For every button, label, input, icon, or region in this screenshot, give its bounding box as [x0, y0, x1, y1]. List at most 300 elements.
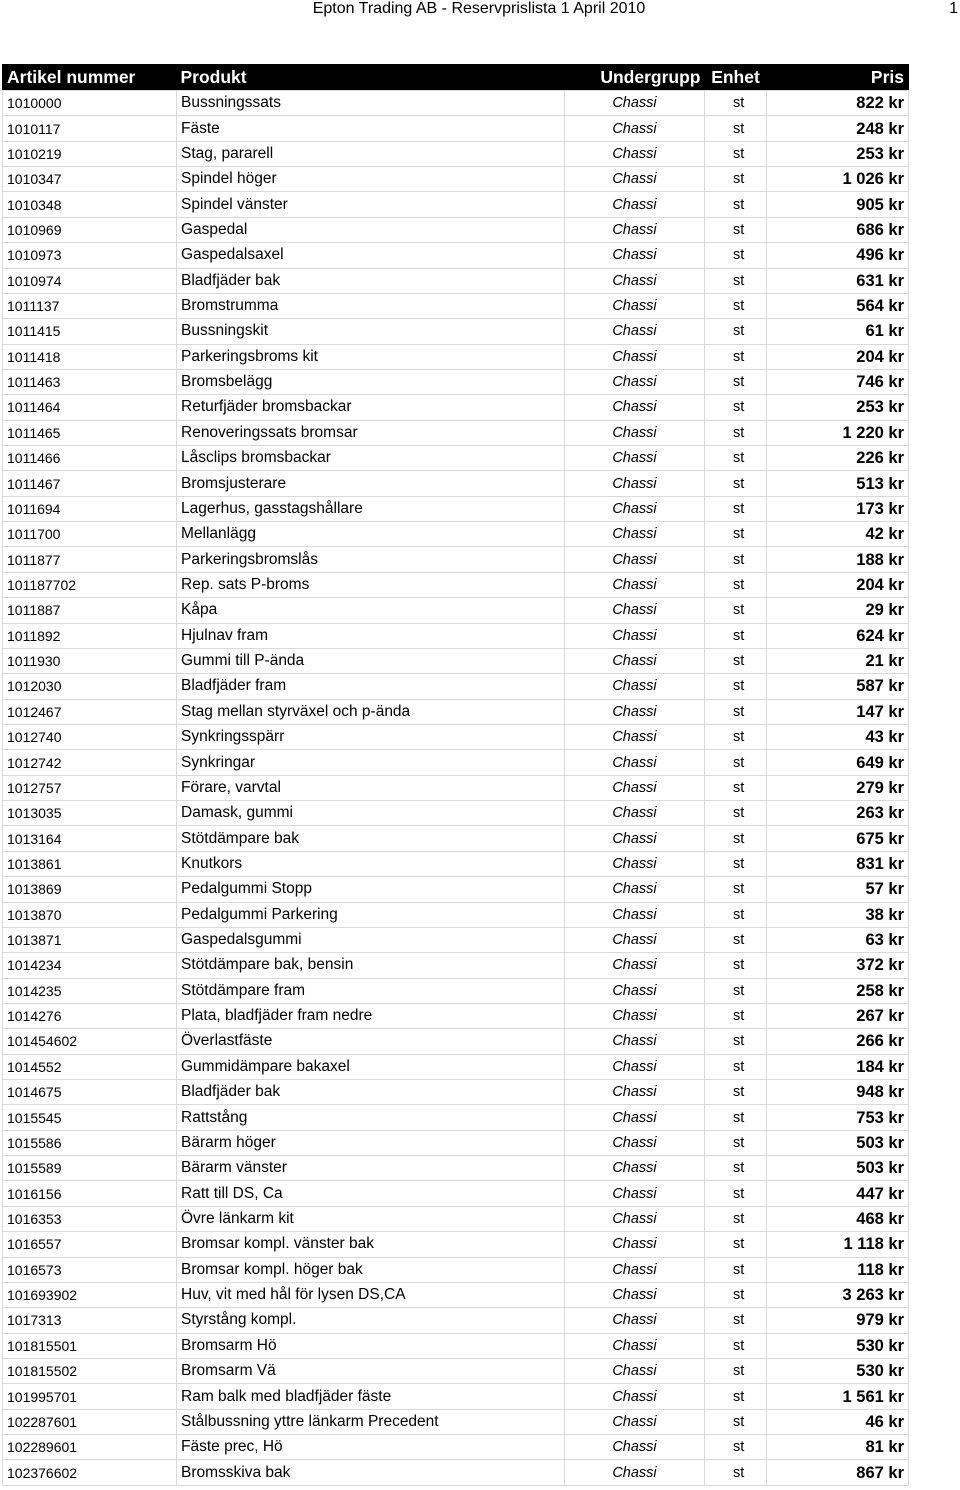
table-row [3, 927, 909, 952]
product-cell: Bromsjusterare [177, 471, 565, 496]
table-row [3, 1409, 909, 1434]
price-cell: 822 kr [767, 91, 909, 116]
price-cell: 753 kr [767, 1105, 909, 1130]
subgroup-cell: Chassi [565, 699, 705, 724]
table-row [3, 1130, 909, 1155]
table-row [3, 801, 909, 826]
subgroup-cell: Chassi [565, 648, 705, 673]
price-cell: 905 kr [767, 192, 909, 217]
subgroup-cell: Chassi [565, 141, 705, 166]
price-cell: 204 kr [767, 572, 909, 597]
product-cell: Mellanlägg [177, 522, 565, 547]
unit-cell: st [705, 750, 767, 775]
product-cell: Stag, pararell [177, 141, 565, 166]
product-cell: Låsclips bromsbackar [177, 446, 565, 471]
price-list-table [2, 64, 909, 1486]
unit-cell: st [705, 1003, 767, 1028]
unit-cell: st [705, 1206, 767, 1231]
product-cell: Stag mellan styrväxel och p-ända [177, 699, 565, 724]
price-cell: 503 kr [767, 1130, 909, 1155]
unit-cell: st [705, 927, 767, 952]
article-number-cell: 101995701 [3, 1384, 177, 1409]
unit-cell: st [705, 801, 767, 826]
price-cell: 513 kr [767, 471, 909, 496]
column-header-unit: Enhet [711, 67, 760, 87]
table-row [3, 471, 909, 496]
table-row [3, 522, 909, 547]
subgroup-cell: Chassi [565, 268, 705, 293]
article-number-cell: 101815501 [3, 1333, 177, 1358]
subgroup-cell: Chassi [565, 167, 705, 192]
product-cell: Fäste prec, Hö [177, 1435, 565, 1460]
price-cell: 226 kr [767, 446, 909, 471]
price-cell: 1 026 kr [767, 167, 909, 192]
product-cell: Förare, varvtal [177, 775, 565, 800]
article-number-cell: 1016156 [3, 1181, 177, 1206]
article-number-cell: 102376602 [3, 1460, 177, 1485]
page-title: Epton Trading AB - Reservprislista 1 April 2010 [312, 0, 646, 17]
article-number-cell: 1016353 [3, 1206, 177, 1231]
product-cell: Stötdämpare bak, bensin [177, 953, 565, 978]
table-row [3, 1080, 909, 1105]
unit-cell: st [705, 1029, 767, 1054]
unit-cell: st [705, 674, 767, 699]
product-cell: Huv, vit med hål för lysen DS,CA [177, 1282, 565, 1307]
article-number-cell: 1010973 [3, 243, 177, 268]
subgroup-cell: Chassi [565, 978, 705, 1003]
subgroup-cell: Chassi [565, 395, 705, 420]
subgroup-cell: Chassi [565, 1257, 705, 1282]
unit-cell: st [705, 522, 767, 547]
article-number-cell: 1013035 [3, 801, 177, 826]
product-cell: Ram balk med bladfjäder fäste [177, 1384, 565, 1409]
unit-cell: st [705, 116, 767, 141]
price-cell: 979 kr [767, 1308, 909, 1333]
subgroup-cell: Chassi [565, 1080, 705, 1105]
subgroup-cell: Chassi [565, 1282, 705, 1307]
article-number-cell: 1011700 [3, 522, 177, 547]
article-number-cell: 1011694 [3, 496, 177, 521]
table-row [3, 1003, 909, 1028]
unit-cell: st [705, 141, 767, 166]
subgroup-cell: Chassi [565, 1333, 705, 1358]
price-cell: 57 kr [767, 877, 909, 902]
product-cell: Stålbussning yttre länkarm Precedent [177, 1409, 565, 1434]
subgroup-cell: Chassi [565, 1358, 705, 1383]
subgroup-cell: Chassi [565, 522, 705, 547]
article-number-cell: 102289601 [3, 1435, 177, 1460]
product-cell: Ratt till DS, Ca [177, 1181, 565, 1206]
unit-cell: st [705, 598, 767, 623]
subgroup-cell: Chassi [565, 217, 705, 242]
article-number-cell: 101187702 [3, 572, 177, 597]
price-cell: 496 kr [767, 243, 909, 268]
column-header-subgroup: Undergrupp [600, 67, 701, 87]
table-row [3, 446, 909, 471]
article-number-cell: 1017313 [3, 1308, 177, 1333]
article-number-cell: 1011137 [3, 293, 177, 318]
price-cell: 468 kr [767, 1206, 909, 1231]
price-cell: 61 kr [767, 319, 909, 344]
subgroup-cell: Chassi [565, 116, 705, 141]
price-cell: 267 kr [767, 1003, 909, 1028]
table-row [3, 902, 909, 927]
subgroup-cell: Chassi [565, 724, 705, 749]
subgroup-cell: Chassi [565, 1460, 705, 1485]
table-row [3, 598, 909, 623]
product-cell: Bärarm höger [177, 1130, 565, 1155]
price-cell: 831 kr [767, 851, 909, 876]
table-row [3, 877, 909, 902]
page-header [0, 0, 960, 20]
product-cell: Bussningskit [177, 319, 565, 344]
subgroup-cell: Chassi [565, 471, 705, 496]
unit-cell: st [705, 1181, 767, 1206]
subgroup-cell: Chassi [565, 91, 705, 116]
table-row [3, 217, 909, 242]
subgroup-cell: Chassi [565, 344, 705, 369]
product-cell: Stötdämpare fram [177, 978, 565, 1003]
price-cell: 587 kr [767, 674, 909, 699]
table-row [3, 750, 909, 775]
product-cell: Gummi till P-ända [177, 648, 565, 673]
price-cell: 188 kr [767, 547, 909, 572]
table-row [3, 1308, 909, 1333]
product-cell: Bromsbelägg [177, 369, 565, 394]
table-row [3, 293, 909, 318]
subgroup-cell: Chassi [565, 1054, 705, 1079]
product-cell: Bladfjäder bak [177, 268, 565, 293]
price-cell: 43 kr [767, 724, 909, 749]
article-number-cell: 1012740 [3, 724, 177, 749]
article-number-cell: 1011877 [3, 547, 177, 572]
table-row [3, 1054, 909, 1079]
column-header-price: Pris [870, 67, 904, 87]
unit-cell: st [705, 369, 767, 394]
price-cell: 530 kr [767, 1333, 909, 1358]
unit-cell: st [705, 826, 767, 851]
column-header-article-number: Artikel nummer [7, 67, 136, 87]
unit-cell: st [705, 648, 767, 673]
subgroup-cell: Chassi [565, 902, 705, 927]
product-cell: Pedalgummi Parkering [177, 902, 565, 927]
product-cell: Spindel höger [177, 167, 565, 192]
table-row [3, 1156, 909, 1181]
subgroup-cell: Chassi [565, 775, 705, 800]
table-row [3, 496, 909, 521]
price-cell: 263 kr [767, 801, 909, 826]
unit-cell: st [705, 1333, 767, 1358]
product-cell: Bussningssats [177, 91, 565, 116]
unit-cell: st [705, 1130, 767, 1155]
price-cell: 530 kr [767, 1358, 909, 1383]
table-row [3, 91, 909, 116]
article-number-cell: 1010347 [3, 167, 177, 192]
subgroup-cell: Chassi [565, 953, 705, 978]
unit-cell: st [705, 902, 767, 927]
price-cell: 649 kr [767, 750, 909, 775]
product-cell: Övre länkarm kit [177, 1206, 565, 1231]
article-number-cell: 1016573 [3, 1257, 177, 1282]
article-number-cell: 1014235 [3, 978, 177, 1003]
table-row [3, 826, 909, 851]
product-cell: Gummidämpare bakaxel [177, 1054, 565, 1079]
subgroup-cell: Chassi [565, 369, 705, 394]
product-cell: Pedalgummi Stopp [177, 877, 565, 902]
article-number-cell: 1011465 [3, 420, 177, 445]
price-cell: 624 kr [767, 623, 909, 648]
article-number-cell: 1014234 [3, 953, 177, 978]
article-number-cell: 1014276 [3, 1003, 177, 1028]
unit-cell: st [705, 446, 767, 471]
unit-cell: st [705, 1282, 767, 1307]
product-cell: Lagerhus, gasstagshållare [177, 496, 565, 521]
subgroup-cell: Chassi [565, 293, 705, 318]
price-cell: 42 kr [767, 522, 909, 547]
subgroup-cell: Chassi [565, 877, 705, 902]
unit-cell: st [705, 395, 767, 420]
unit-cell: st [705, 344, 767, 369]
product-cell: Gaspedalsgummi [177, 927, 565, 952]
unit-cell: st [705, 471, 767, 496]
product-cell: Överlastfäste [177, 1029, 565, 1054]
table-row [3, 1181, 909, 1206]
price-cell: 248 kr [767, 116, 909, 141]
price-cell: 63 kr [767, 927, 909, 952]
subgroup-cell: Chassi [565, 1232, 705, 1257]
product-cell: Spindel vänster [177, 192, 565, 217]
table-row [3, 1282, 909, 1307]
price-cell: 184 kr [767, 1054, 909, 1079]
price-cell: 447 kr [767, 1181, 909, 1206]
product-cell: Bromsarm Vä [177, 1358, 565, 1383]
table-row [3, 699, 909, 724]
product-cell: Knutkors [177, 851, 565, 876]
table-row [3, 978, 909, 1003]
unit-cell: st [705, 268, 767, 293]
price-cell: 118 kr [767, 1257, 909, 1282]
subgroup-cell: Chassi [565, 1181, 705, 1206]
price-cell: 867 kr [767, 1460, 909, 1485]
price-cell: 631 kr [767, 268, 909, 293]
table-row [3, 1358, 909, 1383]
price-cell: 279 kr [767, 775, 909, 800]
unit-cell: st [705, 420, 767, 445]
subgroup-cell: Chassi [565, 826, 705, 851]
subgroup-cell: Chassi [565, 1105, 705, 1130]
price-cell: 258 kr [767, 978, 909, 1003]
subgroup-cell: Chassi [565, 496, 705, 521]
product-cell: Bromsar kompl. höger bak [177, 1257, 565, 1282]
subgroup-cell: Chassi [565, 750, 705, 775]
product-cell: Hjulnav fram [177, 623, 565, 648]
product-cell: Styrstång kompl. [177, 1308, 565, 1333]
unit-cell: st [705, 1358, 767, 1383]
subgroup-cell: Chassi [565, 1003, 705, 1028]
unit-cell: st [705, 978, 767, 1003]
product-cell: Bladfjäder bak [177, 1080, 565, 1105]
unit-cell: st [705, 243, 767, 268]
price-cell: 503 kr [767, 1156, 909, 1181]
price-cell: 1 561 kr [767, 1384, 909, 1409]
unit-cell: st [705, 547, 767, 572]
article-number-cell: 1015586 [3, 1130, 177, 1155]
product-cell: Plata, bladfjäder fram nedre [177, 1003, 565, 1028]
table-row [3, 192, 909, 217]
table-row [3, 1257, 909, 1282]
table-row [3, 268, 909, 293]
article-number-cell: 1010348 [3, 192, 177, 217]
table-row [3, 1206, 909, 1231]
subgroup-cell: Chassi [565, 674, 705, 699]
unit-cell: st [705, 572, 767, 597]
subgroup-cell: Chassi [565, 1130, 705, 1155]
table-row [3, 1384, 909, 1409]
subgroup-cell: Chassi [565, 1308, 705, 1333]
product-cell: Bromsar kompl. vänster bak [177, 1232, 565, 1257]
subgroup-cell: Chassi [565, 598, 705, 623]
article-number-cell: 1010969 [3, 217, 177, 242]
product-cell: Parkeringsbroms kit [177, 344, 565, 369]
product-cell: Bromstrumma [177, 293, 565, 318]
article-number-cell: 1011464 [3, 395, 177, 420]
product-cell: Gaspedal [177, 217, 565, 242]
column-header-product: Produkt [180, 67, 247, 87]
price-cell: 1 220 kr [767, 420, 909, 445]
table-row [3, 420, 909, 445]
price-cell: 81 kr [767, 1435, 909, 1460]
price-cell: 564 kr [767, 293, 909, 318]
subgroup-cell: Chassi [565, 1409, 705, 1434]
unit-cell: st [705, 293, 767, 318]
subgroup-cell: Chassi [565, 801, 705, 826]
unit-cell: st [705, 1435, 767, 1460]
unit-cell: st [705, 1156, 767, 1181]
unit-cell: st [705, 1460, 767, 1485]
article-number-cell: 1011887 [3, 598, 177, 623]
price-cell: 3 263 kr [767, 1282, 909, 1307]
table-header-row [3, 65, 909, 91]
product-cell: Gaspedalsaxel [177, 243, 565, 268]
table-row [3, 1232, 909, 1257]
article-number-cell: 1011930 [3, 648, 177, 673]
unit-cell: st [705, 1384, 767, 1409]
price-cell: 253 kr [767, 395, 909, 420]
table-row [3, 243, 909, 268]
unit-cell: st [705, 623, 767, 648]
price-cell: 29 kr [767, 598, 909, 623]
subgroup-cell: Chassi [565, 1384, 705, 1409]
article-number-cell: 1011415 [3, 319, 177, 344]
article-number-cell: 1013861 [3, 851, 177, 876]
article-number-cell: 101815502 [3, 1358, 177, 1383]
product-cell: Returfjäder bromsbackar [177, 395, 565, 420]
product-cell: Synkringar [177, 750, 565, 775]
table-row [3, 1105, 909, 1130]
subgroup-cell: Chassi [565, 927, 705, 952]
subgroup-cell: Chassi [565, 420, 705, 445]
unit-cell: st [705, 1308, 767, 1333]
product-cell: Damask, gummi [177, 801, 565, 826]
article-number-cell: 101454602 [3, 1029, 177, 1054]
unit-cell: st [705, 192, 767, 217]
price-cell: 38 kr [767, 902, 909, 927]
article-number-cell: 1010219 [3, 141, 177, 166]
article-number-cell: 1010974 [3, 268, 177, 293]
unit-cell: st [705, 724, 767, 749]
page-number: 1 [949, 0, 958, 17]
article-number-cell: 1010000 [3, 91, 177, 116]
unit-cell: st [705, 1054, 767, 1079]
table-row [3, 674, 909, 699]
table-row [3, 1029, 909, 1054]
subgroup-cell: Chassi [565, 572, 705, 597]
subgroup-cell: Chassi [565, 851, 705, 876]
table-row [3, 648, 909, 673]
price-cell: 675 kr [767, 826, 909, 851]
product-cell: Rep. sats P-broms [177, 572, 565, 597]
subgroup-cell: Chassi [565, 446, 705, 471]
product-cell: Renoveringssats bromsar [177, 420, 565, 445]
article-number-cell: 1010117 [3, 116, 177, 141]
unit-cell: st [705, 1080, 767, 1105]
article-number-cell: 1013871 [3, 927, 177, 952]
article-number-cell: 1011463 [3, 369, 177, 394]
article-number-cell: 1012467 [3, 699, 177, 724]
product-cell: Stötdämpare bak [177, 826, 565, 851]
subgroup-cell: Chassi [565, 319, 705, 344]
price-cell: 1 118 kr [767, 1232, 909, 1257]
unit-cell: st [705, 496, 767, 521]
unit-cell: st [705, 699, 767, 724]
unit-cell: st [705, 775, 767, 800]
price-cell: 253 kr [767, 141, 909, 166]
article-number-cell: 1013869 [3, 877, 177, 902]
subgroup-cell: Chassi [565, 1435, 705, 1460]
price-cell: 147 kr [767, 699, 909, 724]
table-row [3, 167, 909, 192]
article-number-cell: 1011467 [3, 471, 177, 496]
article-number-cell: 1011466 [3, 446, 177, 471]
table-row [3, 116, 909, 141]
price-cell: 746 kr [767, 369, 909, 394]
unit-cell: st [705, 1257, 767, 1282]
article-number-cell: 1011418 [3, 344, 177, 369]
article-number-cell: 1012030 [3, 674, 177, 699]
article-number-cell: 1011892 [3, 623, 177, 648]
unit-cell: st [705, 1409, 767, 1434]
table-row [3, 344, 909, 369]
table-row [3, 572, 909, 597]
price-cell: 173 kr [767, 496, 909, 521]
table-row [3, 1460, 909, 1485]
subgroup-cell: Chassi [565, 623, 705, 648]
product-cell: Synkringsspärr [177, 724, 565, 749]
unit-cell: st [705, 217, 767, 242]
price-cell: 266 kr [767, 1029, 909, 1054]
table-row [3, 369, 909, 394]
article-number-cell: 1014675 [3, 1080, 177, 1105]
table-row [3, 623, 909, 648]
price-cell: 46 kr [767, 1409, 909, 1434]
unit-cell: st [705, 1232, 767, 1257]
unit-cell: st [705, 953, 767, 978]
article-number-cell: 1012757 [3, 775, 177, 800]
product-cell: Rattstång [177, 1105, 565, 1130]
product-cell: Bärarm vänster [177, 1156, 565, 1181]
price-cell: 686 kr [767, 217, 909, 242]
unit-cell: st [705, 167, 767, 192]
